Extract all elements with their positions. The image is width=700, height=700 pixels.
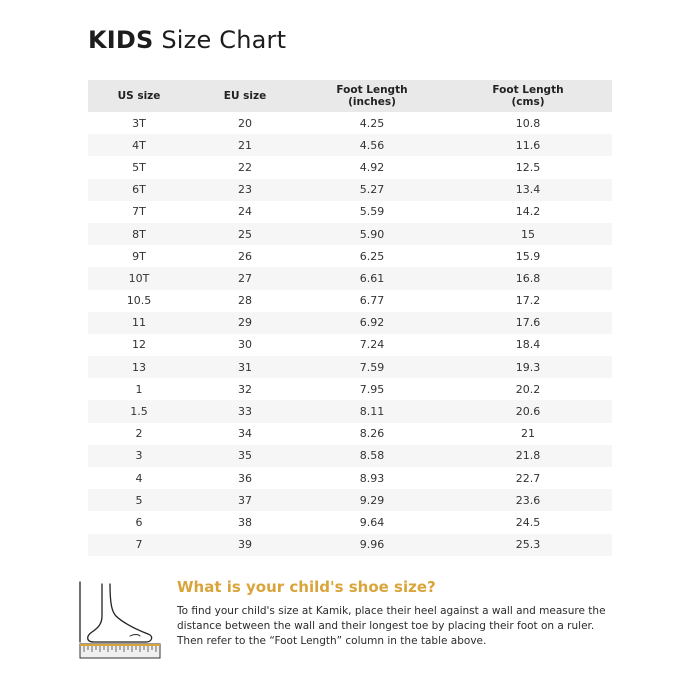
header-us-size: US size [88, 80, 190, 112]
table-row [88, 356, 612, 378]
cell-foot-length-inches: 6.25 [359, 249, 385, 263]
cell-foot-length-inches: 5.59 [359, 205, 385, 219]
cell-eu-size: 36 [238, 471, 252, 485]
cell-eu-size: 20 [238, 116, 252, 130]
cell-eu-size: 28 [238, 294, 252, 308]
table-row [88, 245, 612, 267]
table-row [88, 312, 612, 334]
cell-eu-size: 29 [190, 312, 300, 334]
table-row [88, 423, 612, 445]
cell-foot-length-cms: 15 [444, 223, 612, 245]
table-row [88, 156, 612, 178]
table-row [88, 400, 612, 422]
cell-us-size: 3T [132, 116, 146, 130]
cell-eu-size: 39 [190, 534, 300, 556]
table-row [88, 378, 612, 400]
table-row [88, 467, 612, 489]
cell-us-size: 4 [135, 471, 143, 485]
cell-us-size: 10T [88, 267, 190, 289]
cell-foot-length-inches: 7.95 [359, 382, 385, 396]
table-row [88, 179, 612, 201]
cell-us-size: 2 [135, 427, 143, 441]
cell-foot-length-cms: 20.2 [515, 382, 541, 396]
cell-foot-length-cms: 25.3 [444, 534, 612, 556]
cell-eu-size: 24 [238, 205, 252, 219]
cell-eu-size: 34 [238, 427, 252, 441]
header-foot-length-cms: Foot Length (cms) [444, 80, 612, 112]
cell-eu-size: 31 [190, 356, 300, 378]
cell-us-size: 6 [135, 515, 143, 529]
cell-us-size: 5 [88, 489, 190, 511]
cell-us-size: 1 [135, 382, 143, 396]
cell-foot-length-inches: 5.90 [300, 223, 444, 245]
cell-foot-length-inches: 4.92 [359, 160, 385, 174]
cell-foot-length-inches: 5.27 [300, 179, 444, 201]
info-heading: What is your child's shoe size? [177, 578, 436, 596]
cell-foot-length-inches: 7.59 [300, 356, 444, 378]
cell-foot-length-inches: 9.96 [300, 534, 444, 556]
info-body: To find your child's size at Kamik, place their heel against a wall and measure the distance between the wall and their longest toe by placing their foot on a ruler. Then refer to the “Foot Length” column in the table above. [177, 605, 606, 647]
cell-foot-length-inches: 9.29 [300, 489, 444, 511]
cell-us-size: 5T [132, 160, 146, 174]
cell-us-size: 3 [88, 445, 190, 467]
cell-us-size: 7 [88, 534, 190, 556]
table-row [88, 290, 612, 312]
cell-us-size: 10.5 [126, 294, 152, 308]
table-row [88, 134, 612, 156]
cell-foot-length-inches: 6.61 [300, 267, 444, 289]
cell-foot-length-cms: 18.4 [515, 338, 541, 352]
cell-foot-length-inches: 6.92 [300, 312, 444, 334]
table-row [88, 201, 612, 223]
cell-eu-size: 21 [190, 134, 300, 156]
cell-eu-size: 25 [190, 223, 300, 245]
cell-foot-length-inches: 4.25 [359, 116, 385, 130]
table-row [88, 334, 612, 356]
cell-foot-length-cms: 17.2 [515, 294, 541, 308]
ruler-icon [80, 644, 160, 658]
header-eu-size: EU size [190, 80, 300, 112]
table-header-row [88, 80, 612, 112]
size-chart-table [88, 80, 612, 556]
title-rest: Size Chart [153, 26, 287, 54]
cell-foot-length-cms: 16.8 [444, 267, 612, 289]
page-title [88, 26, 286, 54]
cell-foot-length-inches: 4.56 [300, 134, 444, 156]
table-row [88, 112, 612, 134]
cell-eu-size: 32 [238, 382, 252, 396]
cell-foot-length-cms: 12.5 [515, 160, 541, 174]
cell-foot-length-cms: 21 [521, 427, 535, 441]
header-foot-length-inches: Foot Length (inches) [300, 80, 444, 112]
cell-eu-size: 22 [238, 160, 252, 174]
table-row [88, 267, 612, 289]
cell-eu-size: 33 [190, 400, 300, 422]
cell-us-size: 13 [88, 356, 190, 378]
cell-us-size: 8T [88, 223, 190, 245]
cell-foot-length-cms: 21.8 [444, 445, 612, 467]
cell-us-size: 9T [132, 249, 146, 263]
cell-us-size: 4T [88, 134, 190, 156]
cell-eu-size: 26 [238, 249, 252, 263]
cell-us-size: 7T [132, 205, 146, 219]
cell-foot-length-cms: 10.8 [515, 116, 541, 130]
cell-eu-size: 37 [190, 489, 300, 511]
table-row [88, 534, 612, 556]
cell-foot-length-cms: 23.6 [444, 489, 612, 511]
table-row [88, 489, 612, 511]
cell-eu-size: 23 [190, 179, 300, 201]
cell-us-size: 12 [132, 338, 146, 352]
cell-foot-length-cms: 20.6 [444, 400, 612, 422]
cell-foot-length-cms: 24.5 [515, 515, 541, 529]
cell-foot-length-inches: 6.77 [359, 294, 385, 308]
cell-foot-length-cms: 17.6 [444, 312, 612, 334]
cell-foot-length-inches: 8.11 [300, 400, 444, 422]
cell-foot-length-inches: 7.24 [359, 338, 385, 352]
cell-eu-size: 35 [190, 445, 300, 467]
cell-foot-length-inches: 8.26 [359, 427, 385, 441]
cell-eu-size: 27 [190, 267, 300, 289]
cell-foot-length-inches: 8.58 [300, 445, 444, 467]
cell-us-size: 11 [88, 312, 190, 334]
cell-foot-length-inches: 9.64 [359, 515, 385, 529]
cell-foot-length-inches: 8.93 [359, 471, 385, 485]
cell-foot-length-cms: 11.6 [444, 134, 612, 156]
cell-us-size: 1.5 [88, 400, 190, 422]
cell-eu-size: 38 [238, 515, 252, 529]
cell-foot-length-cms: 19.3 [444, 356, 612, 378]
cell-eu-size: 30 [238, 338, 252, 352]
foot-icon [80, 582, 152, 642]
table-row [88, 445, 612, 467]
cell-us-size: 6T [88, 179, 190, 201]
table-row [88, 223, 612, 245]
title-bold: KIDS [88, 26, 154, 54]
cell-foot-length-cms: 13.4 [444, 179, 612, 201]
cell-foot-length-cms: 15.9 [515, 249, 541, 263]
foot-measure-illustration [78, 580, 162, 662]
cell-foot-length-cms: 22.7 [515, 471, 541, 485]
cell-foot-length-cms: 14.2 [515, 205, 541, 219]
table-row [88, 511, 612, 533]
